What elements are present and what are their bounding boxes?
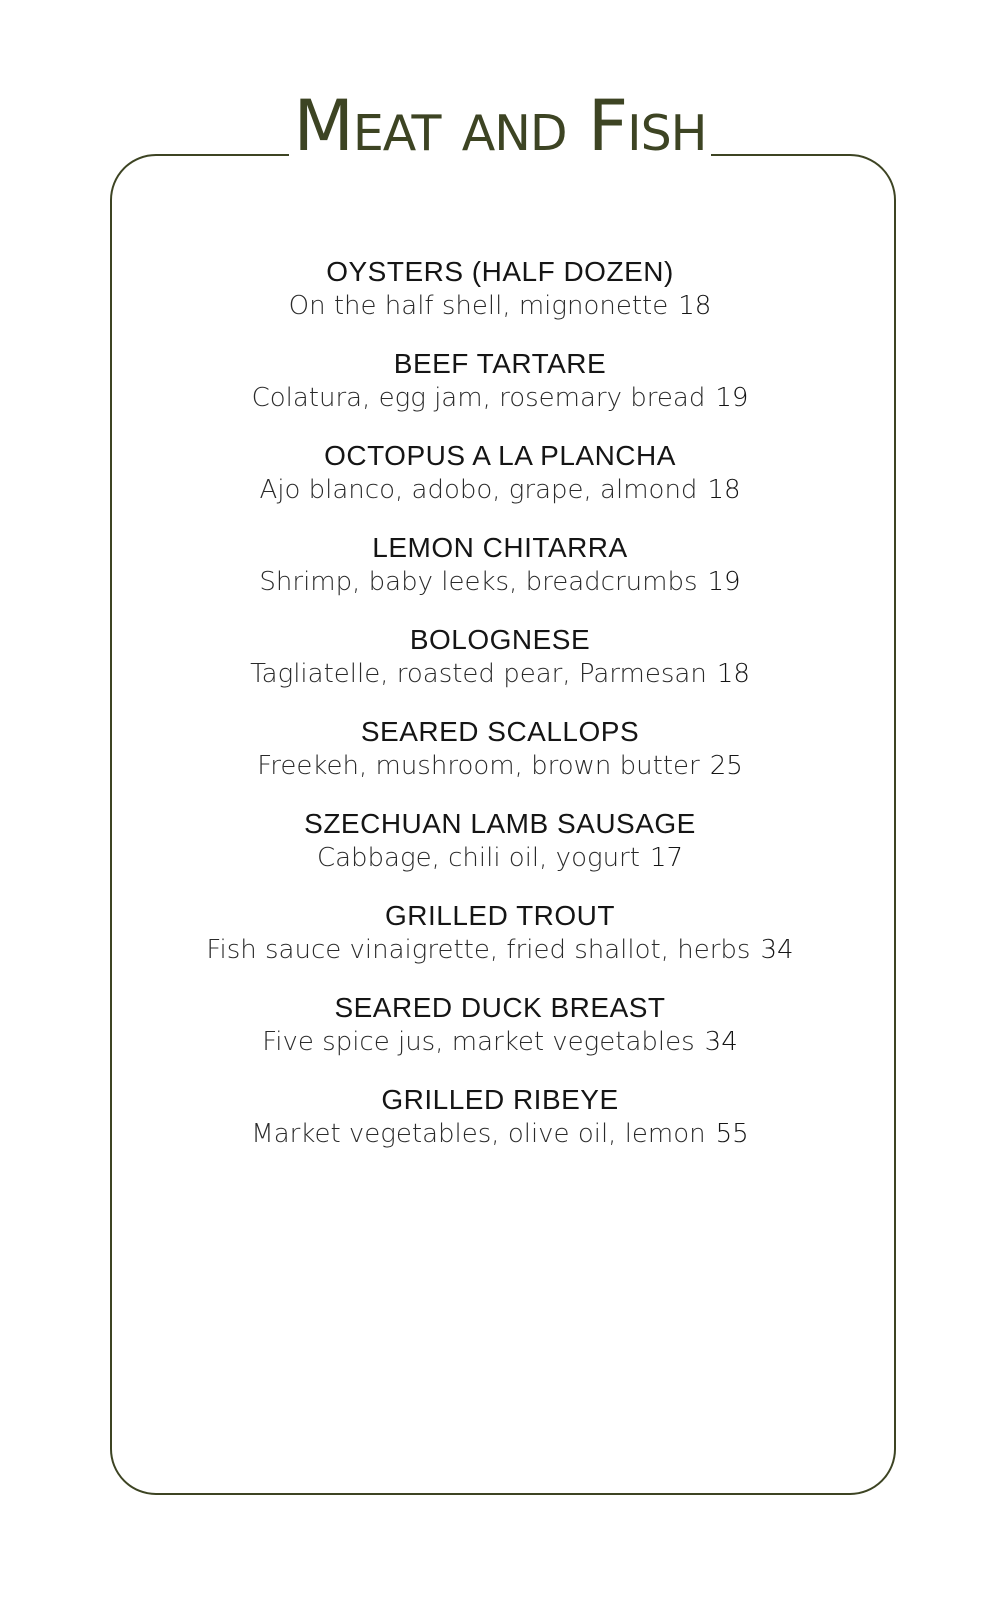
item-description: Ajo blanco, adobo, grape, almond (259, 475, 698, 505)
item-name: OYSTERS (HALF DOZEN) (326, 256, 674, 287)
item-price: 55 (715, 1119, 749, 1149)
menu-item-grilled-trout (0, 899, 1000, 991)
menu-list (0, 255, 1000, 1175)
item-description: Five spice jus, market vegetables (262, 1027, 695, 1057)
item-line (0, 381, 1000, 415)
item-description: Fish sauce vinaigrette, fried shallot, herbs (206, 935, 751, 965)
item-line (0, 565, 1000, 599)
item-name: SZECHUAN LAMB SAUSAGE (304, 808, 696, 839)
menu-item-oysters (0, 255, 1000, 347)
item-line (0, 1117, 1000, 1151)
item-name: SEARED DUCK BREAST (334, 992, 666, 1023)
item-name: OCTOPUS A LA PLANCHA (324, 440, 676, 471)
menu-item-octopus (0, 439, 1000, 531)
item-line (0, 657, 1000, 691)
menu-title: Meat and Fish (289, 88, 710, 164)
menu-item-bolognese (0, 623, 1000, 715)
item-line (0, 289, 1000, 323)
item-description: Tagliatelle, roasted pear, Parmesan (250, 659, 707, 689)
item-price: 19 (715, 383, 749, 413)
menu-item-seared-scallops (0, 715, 1000, 807)
menu-item-lemon-chitarra (0, 531, 1000, 623)
item-description: Cabbage, chili oil, yogurt (316, 843, 640, 873)
item-description: Shrimp, baby leeks, breadcrumbs (259, 567, 698, 597)
title-wrapper (0, 85, 1000, 167)
item-price: 34 (704, 1027, 738, 1057)
item-name: GRILLED TROUT (384, 900, 616, 931)
item-line (0, 749, 1000, 783)
item-name: BOLOGNESE (409, 624, 591, 655)
menu-item-beef-tartare (0, 347, 1000, 439)
menu-item-grilled-ribeye (0, 1083, 1000, 1175)
item-line (0, 1025, 1000, 1059)
item-description: Market vegetables, olive oil, lemon (251, 1119, 706, 1149)
item-line (0, 473, 1000, 507)
item-price: 34 (760, 935, 794, 965)
item-name: BEEF TARTARE (393, 348, 607, 379)
item-price: 17 (649, 843, 684, 873)
item-line (0, 933, 1000, 967)
item-price: 18 (678, 291, 712, 321)
item-price: 18 (716, 659, 750, 689)
item-price: 25 (709, 751, 743, 781)
item-description: On the half shell, mignonette (288, 291, 669, 321)
menu-item-lamb-sausage (0, 807, 1000, 899)
menu-item-duck-breast (0, 991, 1000, 1083)
item-name: LEMON CHITARRA (372, 532, 628, 563)
item-line (0, 841, 1000, 875)
item-name: SEARED SCALLOPS (360, 716, 640, 747)
item-price: 18 (707, 475, 741, 505)
item-description: Colatura, egg jam, rosemary bread (251, 383, 706, 413)
item-price: 19 (707, 567, 741, 597)
item-description: Freekeh, mushroom, brown butter (257, 751, 700, 781)
item-name: GRILLED RIBEYE (381, 1084, 619, 1115)
